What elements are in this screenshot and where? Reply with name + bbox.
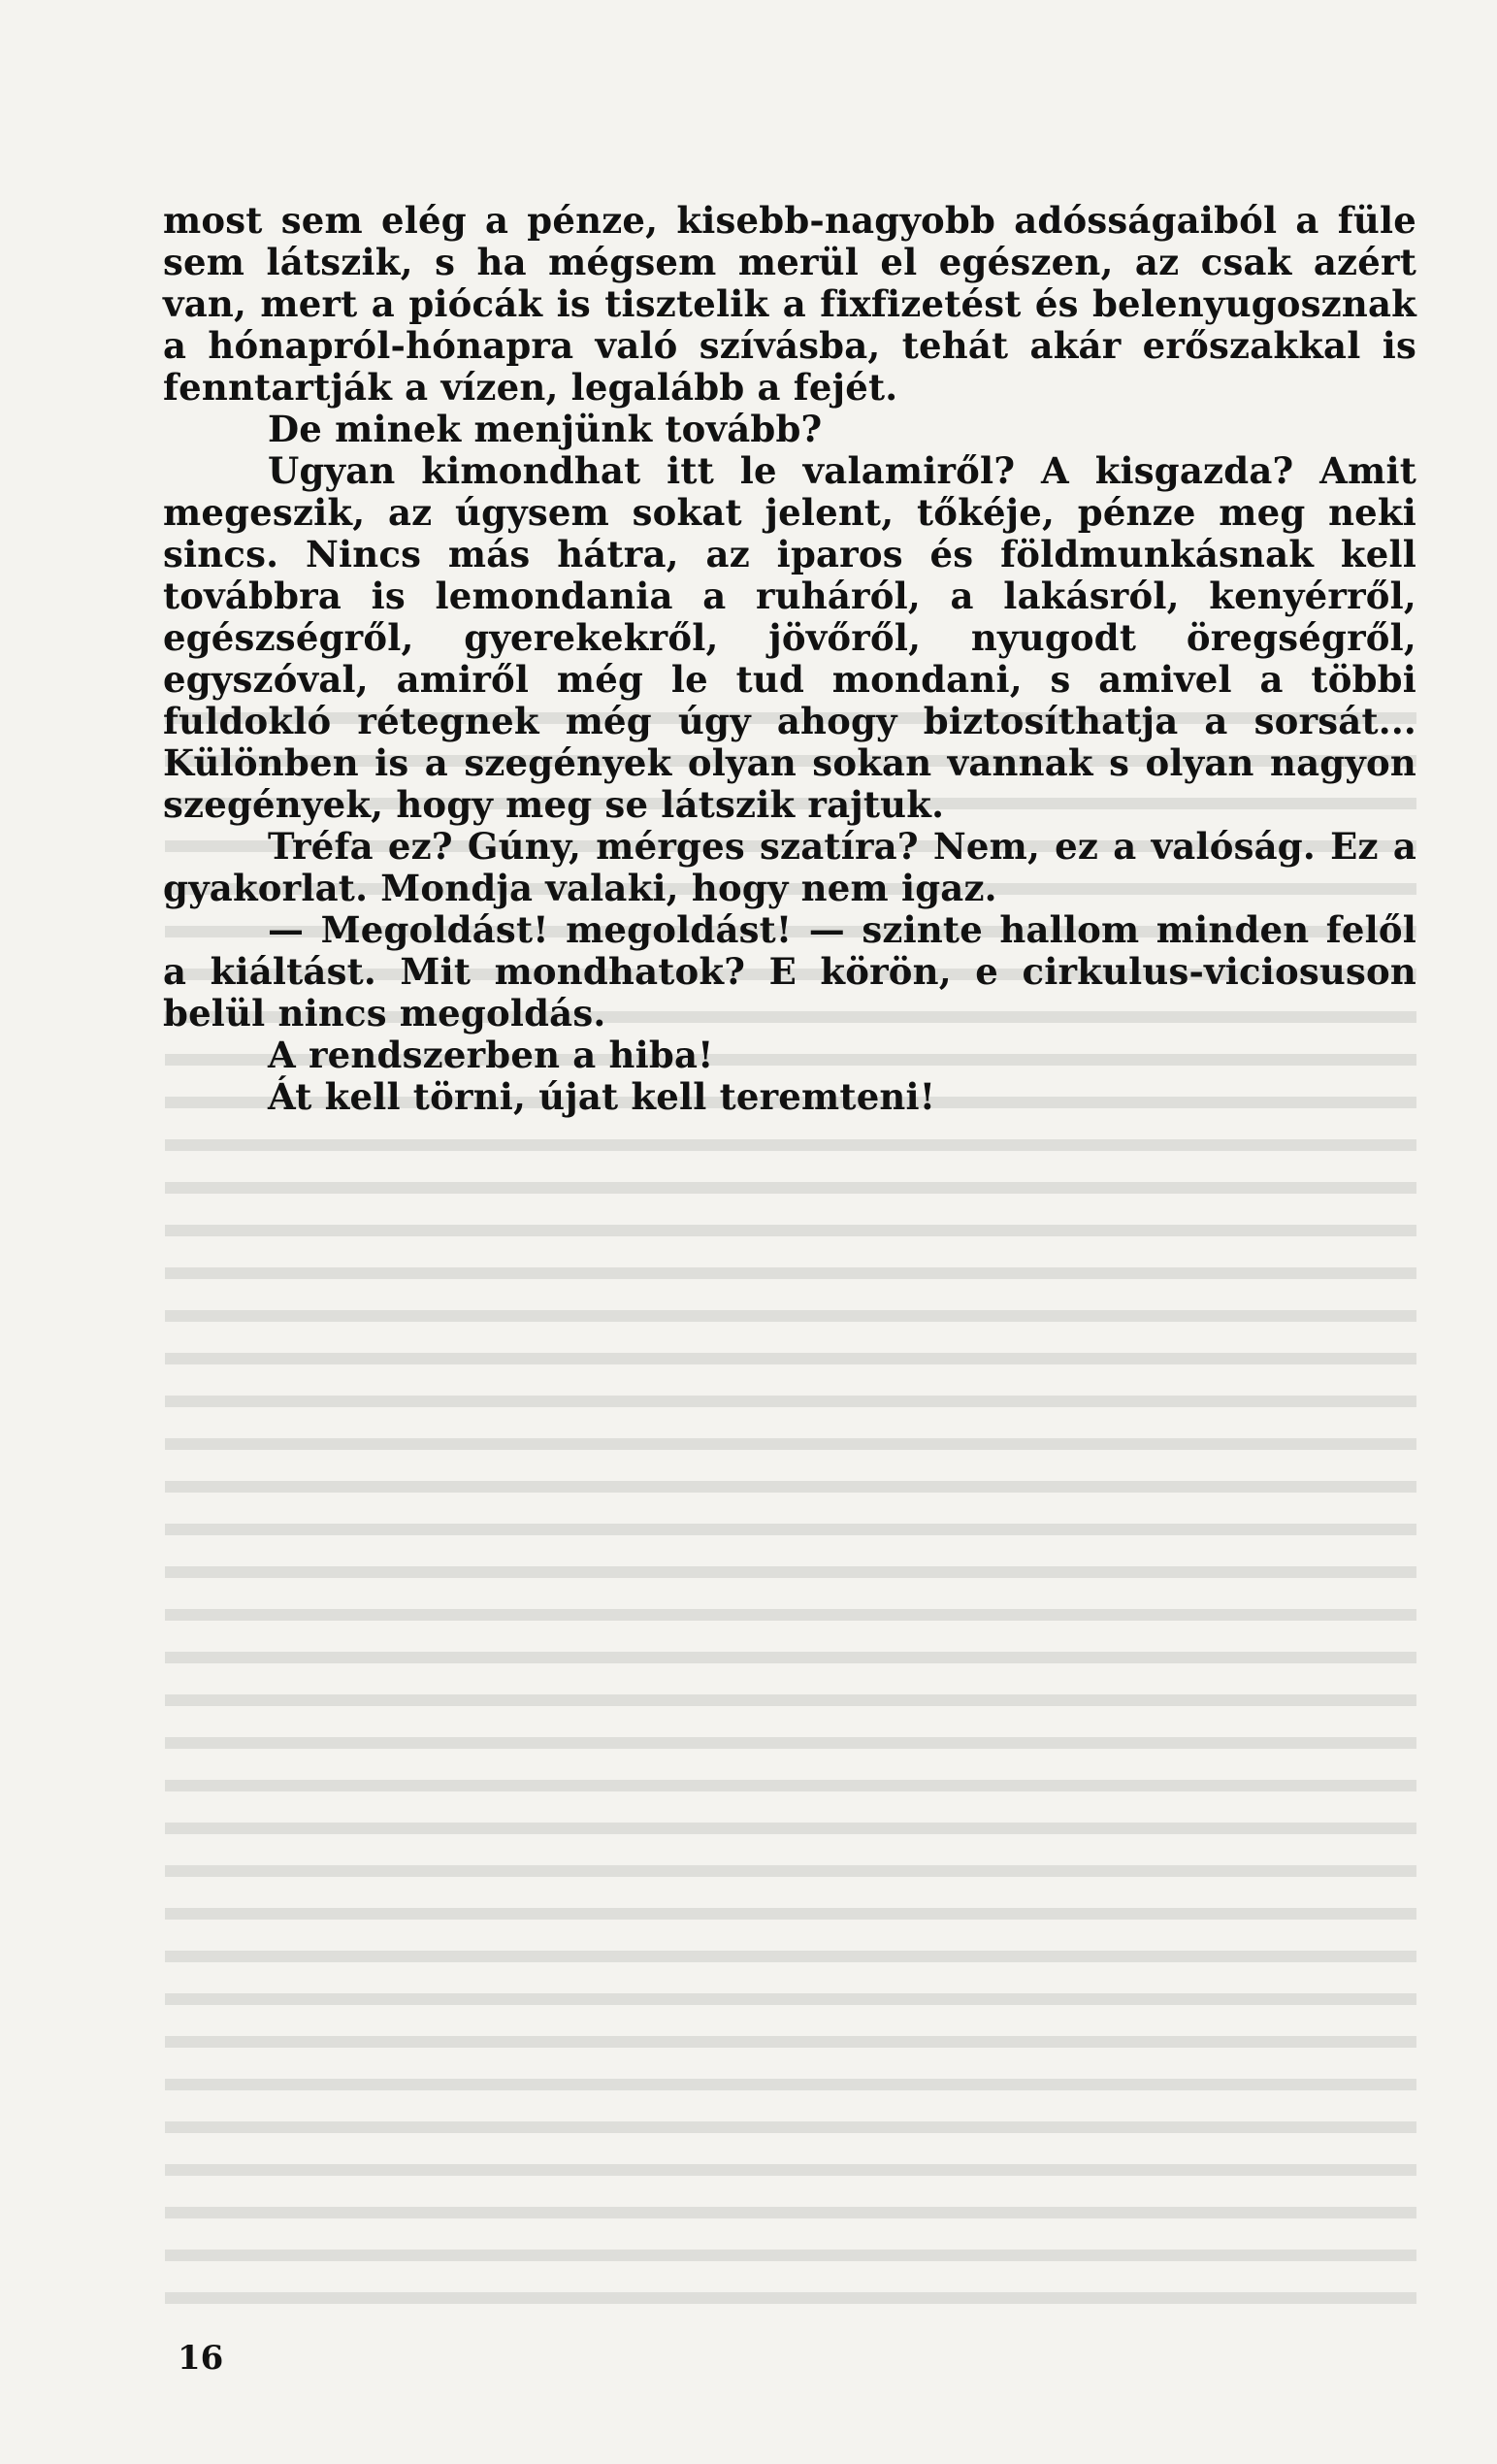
paragraph-7: Át kell törni, újat kell teremteni!	[268, 1075, 936, 1118]
paragraph-1: most sem elég a pénze, kisebb-nagyobb adósságaiból a füle sem látszik, s ha mégsem merül el egészen, az csak azért van, mert a piócák is tisztelik a fixfizetést és belenyugosznak a hónapról-hónapra való szívásba, tehát akár erőszakkal is fenntartják a vízen, legalább a fejét.	[163, 199, 1416, 409]
paragraph-3: Ugyan kimondhat itt le valamiről? A kisgazda? Amit megeszik, az úgysem sokat jelent, tőkéje, pénze meg neki sincs. Nincs más hátra, az iparos és földmunkásnak kell továbbra is lemondania a ruháról, a lakásról, kenyérről, egészségről, gyerekekről, jövőről, nyugodt öregségről, egyszóval, amiről még le tud mondani, s amivel a többi fuldokló rétegnek még úgy ahogy biztosíthatja a sorsát... Különben is a szegények olyan sokan vannak s olyan nagyon szegények, hogy meg se látszik rajtuk.	[163, 449, 1416, 826]
paragraph-6: A rendszerben a hiba!	[268, 1034, 714, 1076]
body-text	[163, 200, 1416, 1118]
paragraph-5: — Megoldást! megoldást! — szinte hallom minden felől a kiáltást. Mit mondhatok? E körön, e cirkulus-viciosuson belül nincs megoldás.	[163, 908, 1416, 1035]
paragraph-4: Tréfa ez? Gúny, mérges szatíra? Nem, ez a valóság. Ez a gyakorlat. Mondja valaki, hogy nem igaz.	[163, 825, 1416, 909]
page-number: 16	[178, 2339, 224, 2378]
paragraph-2: De minek menjünk tovább?	[268, 408, 823, 450]
